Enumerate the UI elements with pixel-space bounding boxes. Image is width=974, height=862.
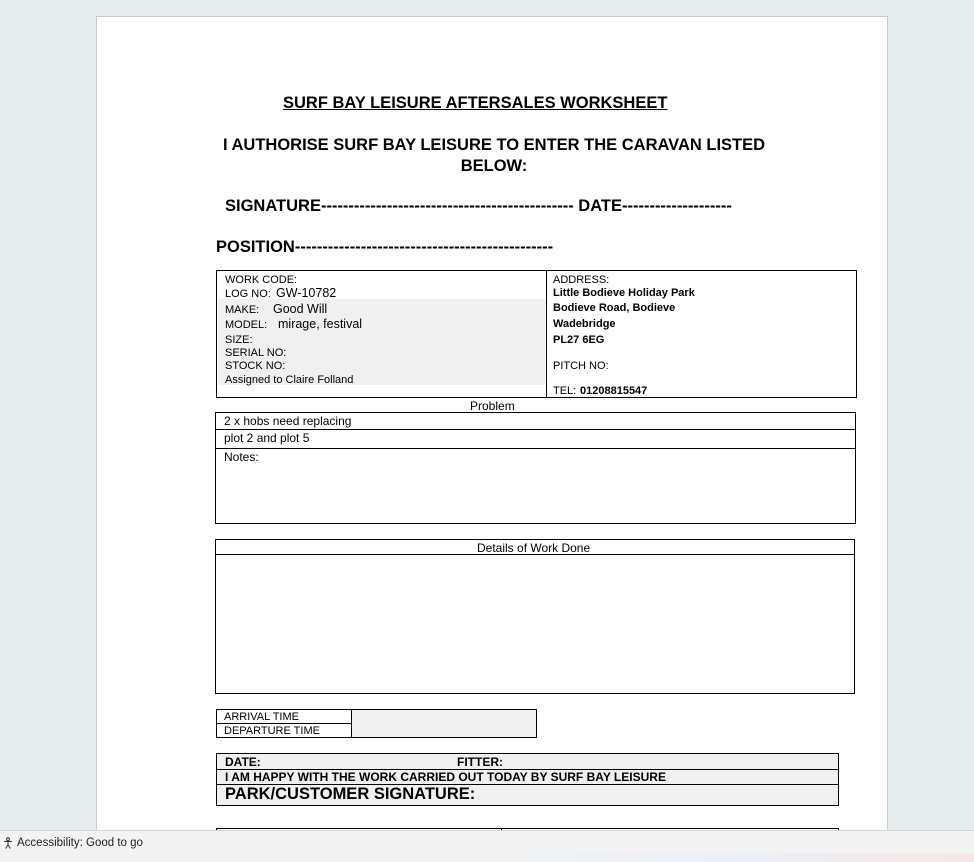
customer-signature-label: PARK/CUSTOMER SIGNATURE: <box>225 785 476 803</box>
times-table <box>216 709 537 738</box>
authorise-heading: I AUTHORISE SURF BAY LEISURE TO ENTER THE CARAVAN LISTED BELOW: <box>222 136 766 175</box>
problem-heading: Problem <box>470 399 515 413</box>
accessibility-icon <box>2 837 14 849</box>
make-value: Good Will <box>273 302 328 316</box>
model-label: MODEL: <box>225 319 268 331</box>
work-code-label: WORK CODE: <box>225 274 298 286</box>
stock-no-label: STOCK NO: <box>225 360 286 372</box>
tel-label: TEL: <box>553 385 577 397</box>
document-page[interactable] <box>96 16 888 846</box>
worksheet-title: SURF BAY LEISURE AFTERSALES WORKSHEET <box>283 94 668 112</box>
problem-table <box>215 412 856 524</box>
signature-date-line: SIGNATURE---------------------------------------------- DATE-------------------- <box>225 197 732 215</box>
pitch-no-label: PITCH NO: <box>553 360 609 372</box>
accessibility-status-text: Accessibility: Good to go <box>17 837 143 849</box>
date-label: DATE: <box>225 755 261 769</box>
happy-statement: I AM HAPPY WITH THE WORK CARRIED OUT TODAY BY SURF BAY LEISURE <box>225 770 666 784</box>
address-line-4: PL27 6EG <box>553 334 605 346</box>
row-divider <box>216 448 855 449</box>
caravan-info-table <box>216 270 857 398</box>
model-value: mirage, festival <box>278 317 363 331</box>
position-line: POSITION----------------------------------------------- <box>216 238 554 256</box>
address-line-1: Little Bodieve Holiday Park <box>553 287 695 299</box>
tel-value: 01208815547 <box>580 385 648 397</box>
arrival-time-label: ARRIVAL TIME <box>224 711 299 723</box>
problem-line-2: plot 2 and plot 5 <box>224 431 310 445</box>
notes-label: Notes: <box>224 450 259 464</box>
work-done-table <box>215 539 855 694</box>
accessibility-status[interactable] <box>2 837 143 849</box>
signoff-table <box>216 753 839 806</box>
address-line-3: Wadebridge <box>553 318 616 330</box>
assigned-to: Assigned to Claire Folland <box>225 374 354 386</box>
work-done-heading: Details of Work Done <box>477 541 591 555</box>
status-bar <box>0 830 974 862</box>
details-shading <box>218 299 545 385</box>
serial-no-label: SERIAL NO: <box>225 347 287 359</box>
times-value-shading <box>352 710 536 737</box>
departure-time-label: DEPARTURE TIME <box>224 725 320 737</box>
address-label: ADDRESS: <box>553 274 610 286</box>
caravan-details-cell <box>217 271 547 397</box>
log-no-label: LOG NO: <box>225 288 271 300</box>
address-line-2: Bodieve Road, Bodieve <box>553 302 676 314</box>
make-label: MAKE: <box>225 304 260 316</box>
row-divider <box>216 429 855 430</box>
log-no-value: GW-10782 <box>276 286 337 300</box>
size-label: SIZE: <box>225 334 253 346</box>
fitter-label: FITTER: <box>457 755 503 769</box>
problem-line-1: 2 x hobs need replacing <box>224 414 352 428</box>
